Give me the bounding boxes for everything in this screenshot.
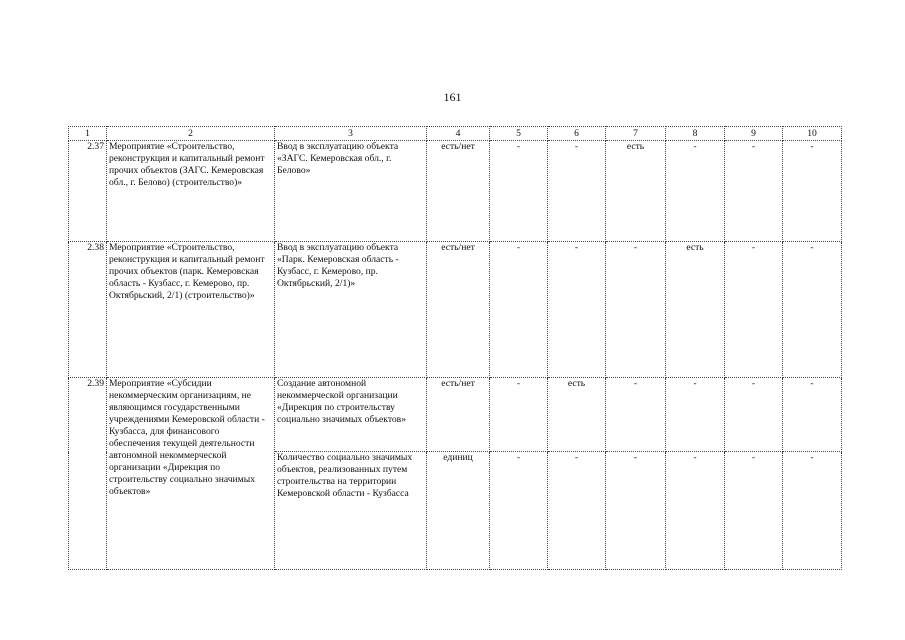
value-cell: есть [606, 141, 666, 242]
indicators-table [68, 126, 842, 570]
unit-cell: есть/нет [427, 242, 490, 378]
value-cell: - [490, 452, 548, 570]
value-cell: - [666, 141, 725, 242]
table-row [69, 242, 842, 378]
value-cell: есть [666, 242, 725, 378]
row-number: 2.39 [69, 378, 107, 570]
value-cell: - [666, 378, 725, 452]
header-row [69, 127, 842, 141]
header-cell: 6 [548, 127, 606, 141]
value-cell: - [725, 242, 783, 378]
value-cell: - [606, 452, 666, 570]
event-name: Мероприятие «Строительство, реконструкция и капитальный ремонт прочих объектов (парк. Кемеровская область - Кузбасс, г. Кемерово, пр. Октябрьский, 2/1) (строительство)» [107, 242, 275, 378]
header-cell: 5 [490, 127, 548, 141]
event-name: Мероприятие «Субсидии некоммерческим организациям, не являющимся государственными учреждениями Кемеровской области - Кузбасса, для финансового обеспечения текущей деятельности автономной некоммерческой организации «Дирекция по строительству социально значимых объектов» [107, 378, 275, 570]
value-cell: - [606, 378, 666, 452]
indicator-name: Ввод в эксплуатацию объекта «Парк. Кемеровская область - Кузбасс, г. Кемерово, пр. Октябрьский, 2/1)» [275, 242, 427, 378]
header-cell: 7 [606, 127, 666, 141]
value-cell: - [783, 242, 842, 378]
unit-cell: есть/нет [427, 141, 490, 242]
value-cell: - [490, 242, 548, 378]
value-cell: - [548, 452, 606, 570]
page-number: 161 [443, 90, 462, 104]
header-cell: 8 [666, 127, 725, 141]
value-cell: - [725, 452, 783, 570]
value-cell: - [783, 141, 842, 242]
value-cell: - [606, 242, 666, 378]
value-cell: - [666, 452, 725, 570]
value-cell: - [490, 141, 548, 242]
value-cell: - [548, 141, 606, 242]
row-number: 2.37 [69, 141, 107, 242]
header-cell: 2 [107, 127, 275, 141]
unit-cell: есть/нет [427, 378, 490, 452]
value-cell: - [490, 378, 548, 452]
table-row [69, 141, 842, 242]
value-cell: есть [548, 378, 606, 452]
header-cell: 1 [69, 127, 107, 141]
header-cell: 3 [275, 127, 427, 141]
header-cell: 4 [427, 127, 490, 141]
unit-cell: единиц [427, 452, 490, 570]
header-cell: 10 [783, 127, 842, 141]
table-row [69, 378, 842, 452]
event-name: Мероприятие «Строительство, реконструкция и капитальный ремонт прочих объектов (ЗАГС. Кемеровская обл., г. Белово) (строительство)» [107, 141, 275, 242]
value-cell: - [548, 242, 606, 378]
value-cell: - [725, 141, 783, 242]
value-cell: - [725, 378, 783, 452]
value-cell: - [783, 378, 842, 452]
indicator-name: Создание автономной некоммерческой организации «Дирекция по строительству социально значимых объектов» [275, 378, 427, 452]
indicator-name: Ввод в эксплуатацию объекта «ЗАГС. Кемеровская обл., г. Белово» [275, 141, 427, 242]
indicator-name: Количество социально значимых объектов, реализованных путем строительства на территории Кемеровской области - Кузбасса [275, 452, 427, 570]
value-cell: - [783, 452, 842, 570]
header-cell: 9 [725, 127, 783, 141]
row-number: 2.38 [69, 242, 107, 378]
